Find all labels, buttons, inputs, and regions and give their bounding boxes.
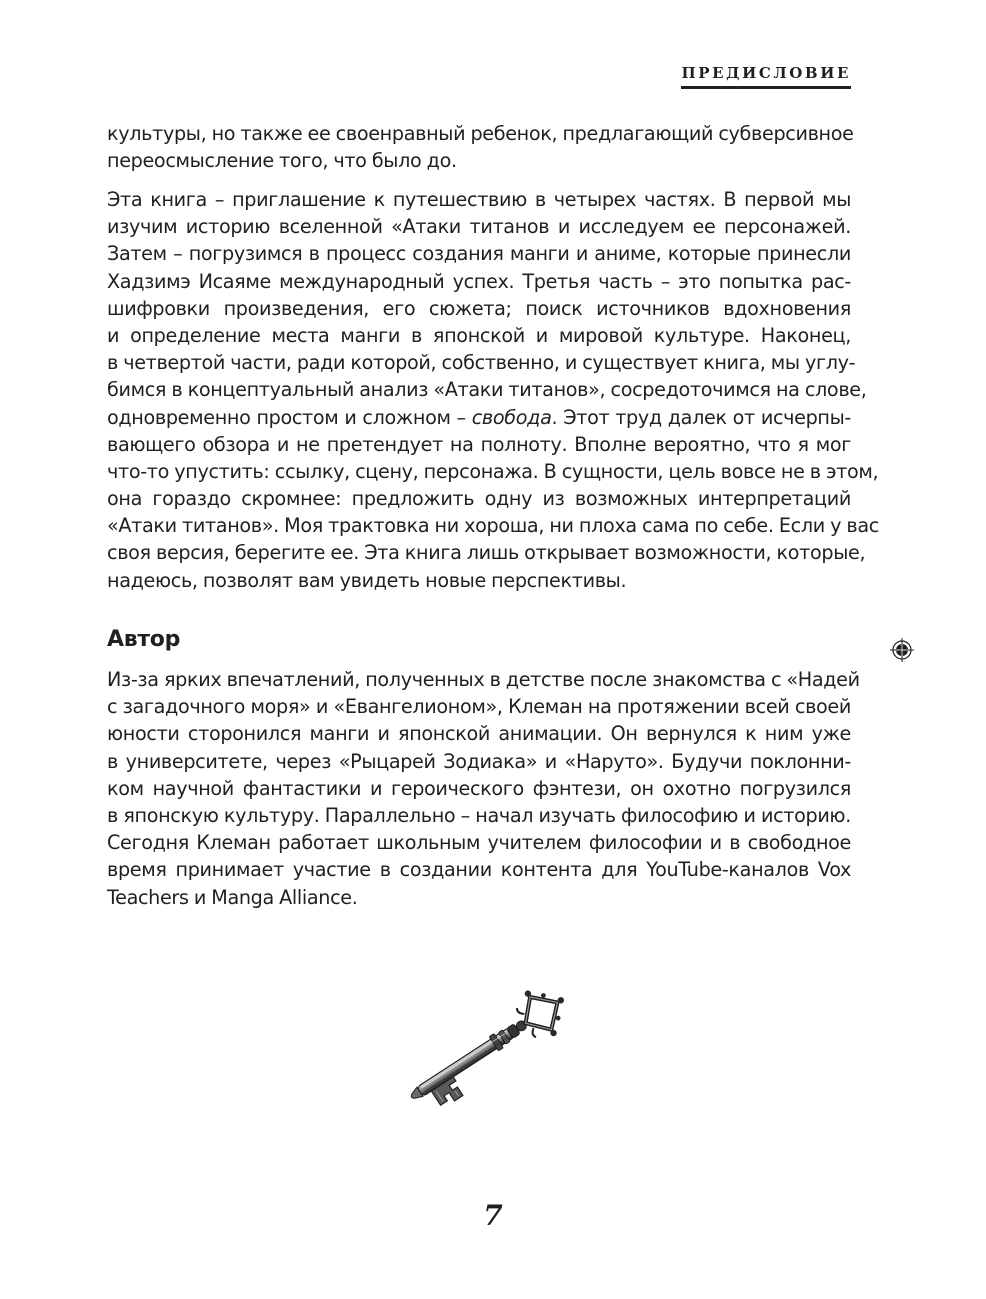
crosshair-registration-icon xyxy=(890,638,914,662)
text-line: Из-за ярких впечатлений, полученных в детстве после знакомства с «Надей xyxy=(107,668,860,691)
text-line: Хадзимэ Исаяме международный успех. Третья часть – это попытка рас- xyxy=(107,269,851,293)
text-segment: одновременно простом и сложном – xyxy=(107,405,472,429)
text-line: Teachers и Manga Alliance. xyxy=(107,885,358,909)
text-segment: . Этот труд далек от исчерпы- xyxy=(551,405,851,429)
text-line: юности сторонился манги и японской анимации. Он вернулся к ним уже xyxy=(107,722,851,746)
text-line: в университете, через «Рыцарей Зодиака» и «Наруто». Будучи поклонни- xyxy=(107,749,851,773)
paragraph-intro-continuation xyxy=(107,120,854,174)
paragraph-author-bio xyxy=(107,666,860,911)
text-line: время принимает участие в создании контента для YouTube-каналов Vox xyxy=(107,858,851,882)
text-line: культуры, но также ее своенравный ребенок, предлагающий субверсивное xyxy=(107,122,854,145)
text-line: Затем – погрузимся в процесс создания манги и аниме, которые принесли xyxy=(107,242,851,266)
running-head: ПРЕДИСЛОВИЕ xyxy=(681,64,851,89)
text-line: переосмысление того, что было до. xyxy=(107,149,457,173)
antique-key-icon xyxy=(392,985,582,1115)
text-line: Эта книга – приглашение к путешествию в четырех частях. В первой мы xyxy=(107,188,851,211)
text-line: изучим историю вселенной «Атаки титанов и исследуем ее персонажей. xyxy=(107,215,851,239)
text-line: она гораздо скромнее: предложить одну из возможных интерпретаций xyxy=(107,487,851,511)
text-line: в японскую культуру. Параллельно – начал изучать философию и историю. xyxy=(107,803,851,827)
text-line: что-то упустить: ссылку, сцену, персонажа. В сущности, цель вовсе не в этом, xyxy=(107,459,879,483)
paragraph-book-structure xyxy=(107,186,879,594)
text-line: с загадочного моря» и «Евангелионом», Клеман на протяжении всей своей xyxy=(107,695,851,719)
text-line: в четвертой части, ради которой, собственно, и существует книга, мы углу- xyxy=(107,351,856,375)
text-line: и определение места манги в японской и мировой культуре. Наконец, xyxy=(107,323,851,347)
text-line: шифровки произведения, его сюжета; поиск источников вдохновения xyxy=(107,296,851,320)
text-line: своя версия, берегите ее. Эта книга лишь открывает возможности, которые, xyxy=(107,541,866,565)
text-line: бимся в концептуальный анализ «Атаки титанов», сосредоточимся на слове, xyxy=(107,378,867,402)
page-number: 7 xyxy=(483,1199,503,1232)
emphasized-word: свобода xyxy=(471,405,552,429)
text-line: вающего обзора и не претендует на полноту. Вполне вероятно, что я мог xyxy=(107,432,851,456)
text-line: надеюсь, позволят вам увидеть новые перспективы. xyxy=(107,568,627,592)
text-line: ком научной фантастики и героического фэнтези, он охотно погрузился xyxy=(107,776,851,800)
text-line-with-emphasis xyxy=(107,404,851,431)
text-line: Сегодня Клеман работает школьным учителем философии и в свободное xyxy=(107,831,851,855)
text-line: «Атаки титанов». Моя трактовка ни хороша, ни плоха сама по себе. Если у вас xyxy=(107,514,879,538)
section-heading-author: Автор xyxy=(107,627,181,652)
